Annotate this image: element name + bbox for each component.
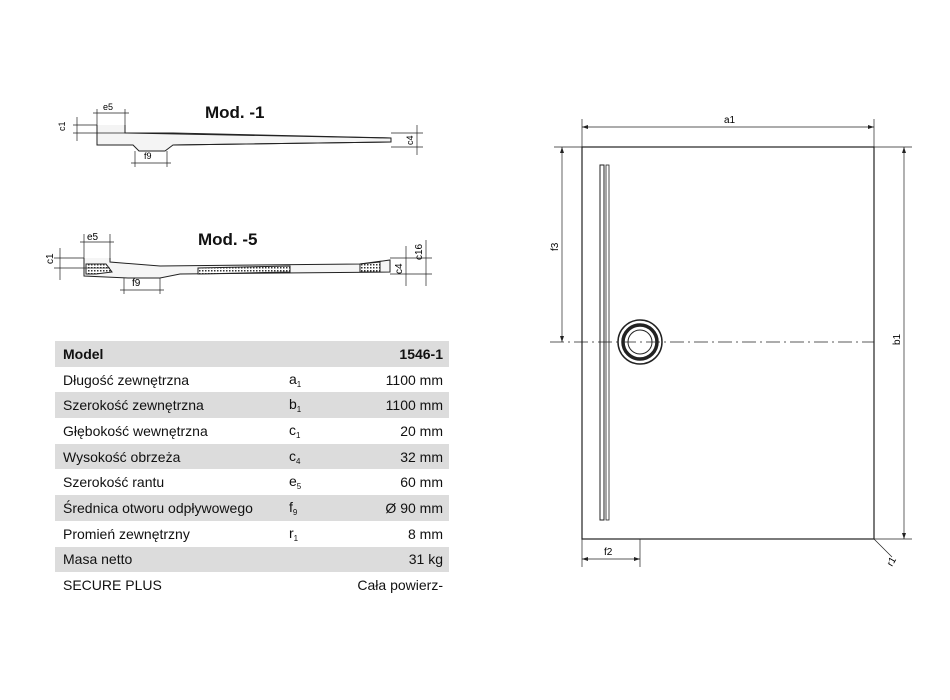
spec-row xyxy=(55,418,449,444)
spec-row-label: Szerokość zewnętrzna xyxy=(55,392,287,418)
spec-row xyxy=(55,392,449,418)
mod1-section-drawing xyxy=(55,95,435,170)
spec-row-symbol xyxy=(287,392,345,418)
spec-row xyxy=(55,495,449,521)
spec-row-symbol xyxy=(287,418,345,444)
spec-row-symbol xyxy=(287,469,345,495)
spec-row-symbol xyxy=(287,521,345,547)
spec-row-symbol-letter: f xyxy=(289,498,293,515)
spec-header-row xyxy=(55,341,449,367)
spec-row-symbol-index: 9 xyxy=(292,507,298,517)
spec-row-value: 60 mm xyxy=(400,474,443,491)
spec-header-value: 1546-1 xyxy=(345,341,449,367)
spec-row-symbol xyxy=(287,367,345,393)
mod5-c4-label: c4 xyxy=(394,263,405,274)
plan-r1-label: r1 xyxy=(885,555,900,569)
spec-row xyxy=(55,547,449,573)
spec-row-symbol-index: 1 xyxy=(296,405,302,415)
spec-row-symbol-letter: e xyxy=(289,473,297,490)
spec-row-label: SECURE PLUS xyxy=(63,577,162,594)
spec-row-symbol-index: 5 xyxy=(296,482,302,492)
spec-row-value: 20 mm xyxy=(400,422,443,439)
plan-view-drawing xyxy=(540,105,920,580)
plan-f3-label: f3 xyxy=(550,242,561,251)
spec-row-label: Masa netto xyxy=(55,547,287,573)
spec-row-symbol xyxy=(287,495,345,521)
plan-a1-label: a1 xyxy=(724,115,736,126)
spec-row-symbol-index: 1 xyxy=(293,533,299,543)
mod1-e5-label: e5 xyxy=(103,102,114,112)
mod1-f9-label: f9 xyxy=(144,151,152,161)
mod1-c4-label: c4 xyxy=(405,135,415,145)
spec-row-symbol-index: 1 xyxy=(296,379,302,389)
spec-header-label: Model xyxy=(55,341,287,367)
spec-row-value: 1100 mm xyxy=(345,392,449,418)
spec-row-symbol xyxy=(287,547,345,573)
spec-row-symbol xyxy=(287,572,345,598)
spec-row-value: Cała powierz- xyxy=(357,577,443,594)
mod5-title: Mod. -5 xyxy=(198,230,258,249)
mod5-c1-label: c1 xyxy=(45,253,56,264)
spec-row-label: Głębokość wewnętrzna xyxy=(63,422,208,439)
plan-b1-label: b1 xyxy=(892,333,903,345)
spec-table xyxy=(55,341,449,598)
spec-row-symbol-letter: a xyxy=(289,370,297,387)
mod1-title: Mod. -1 xyxy=(205,103,265,122)
spec-row xyxy=(55,572,449,598)
spec-row-symbol-letter: b xyxy=(289,396,297,413)
spec-row xyxy=(55,444,449,470)
spec-row-value: 1100 mm xyxy=(385,371,443,388)
spec-row-symbol-index: 4 xyxy=(296,456,301,466)
spec-row-value: Ø 90 mm xyxy=(345,495,449,521)
plan-f2-label: f2 xyxy=(604,547,613,558)
spec-row-label: Promień zewnętrzny xyxy=(63,525,190,542)
spec-row-label: Długość zewnętrzna xyxy=(63,371,190,388)
spec-row-symbol-letter: c xyxy=(289,421,296,438)
spec-row-symbol-letter: c xyxy=(289,447,296,464)
spec-row-value: 8 mm xyxy=(408,525,443,542)
spec-row-symbol-index: 1 xyxy=(296,430,301,440)
spec-row xyxy=(55,521,449,547)
spec-row-value: 31 kg xyxy=(345,547,449,573)
mod1-c1-label: c1 xyxy=(57,121,67,131)
spec-row-label: Szerokość rantu xyxy=(63,474,165,491)
spec-row-label: Wysokość obrzeża xyxy=(55,444,287,470)
spec-row-value: 32 mm xyxy=(345,444,449,470)
spec-row xyxy=(55,367,449,393)
mod5-e5-label: e5 xyxy=(87,232,99,243)
mod5-f9-label: f9 xyxy=(132,278,141,289)
spec-row-label: Średnica otworu odpływowego xyxy=(55,495,287,521)
mod5-section-drawing xyxy=(40,228,440,300)
spec-row xyxy=(55,469,449,495)
spec-row-symbol xyxy=(287,444,345,470)
spec-row-symbol-letter: r xyxy=(289,524,294,541)
mod5-c16-label: c16 xyxy=(414,243,425,260)
